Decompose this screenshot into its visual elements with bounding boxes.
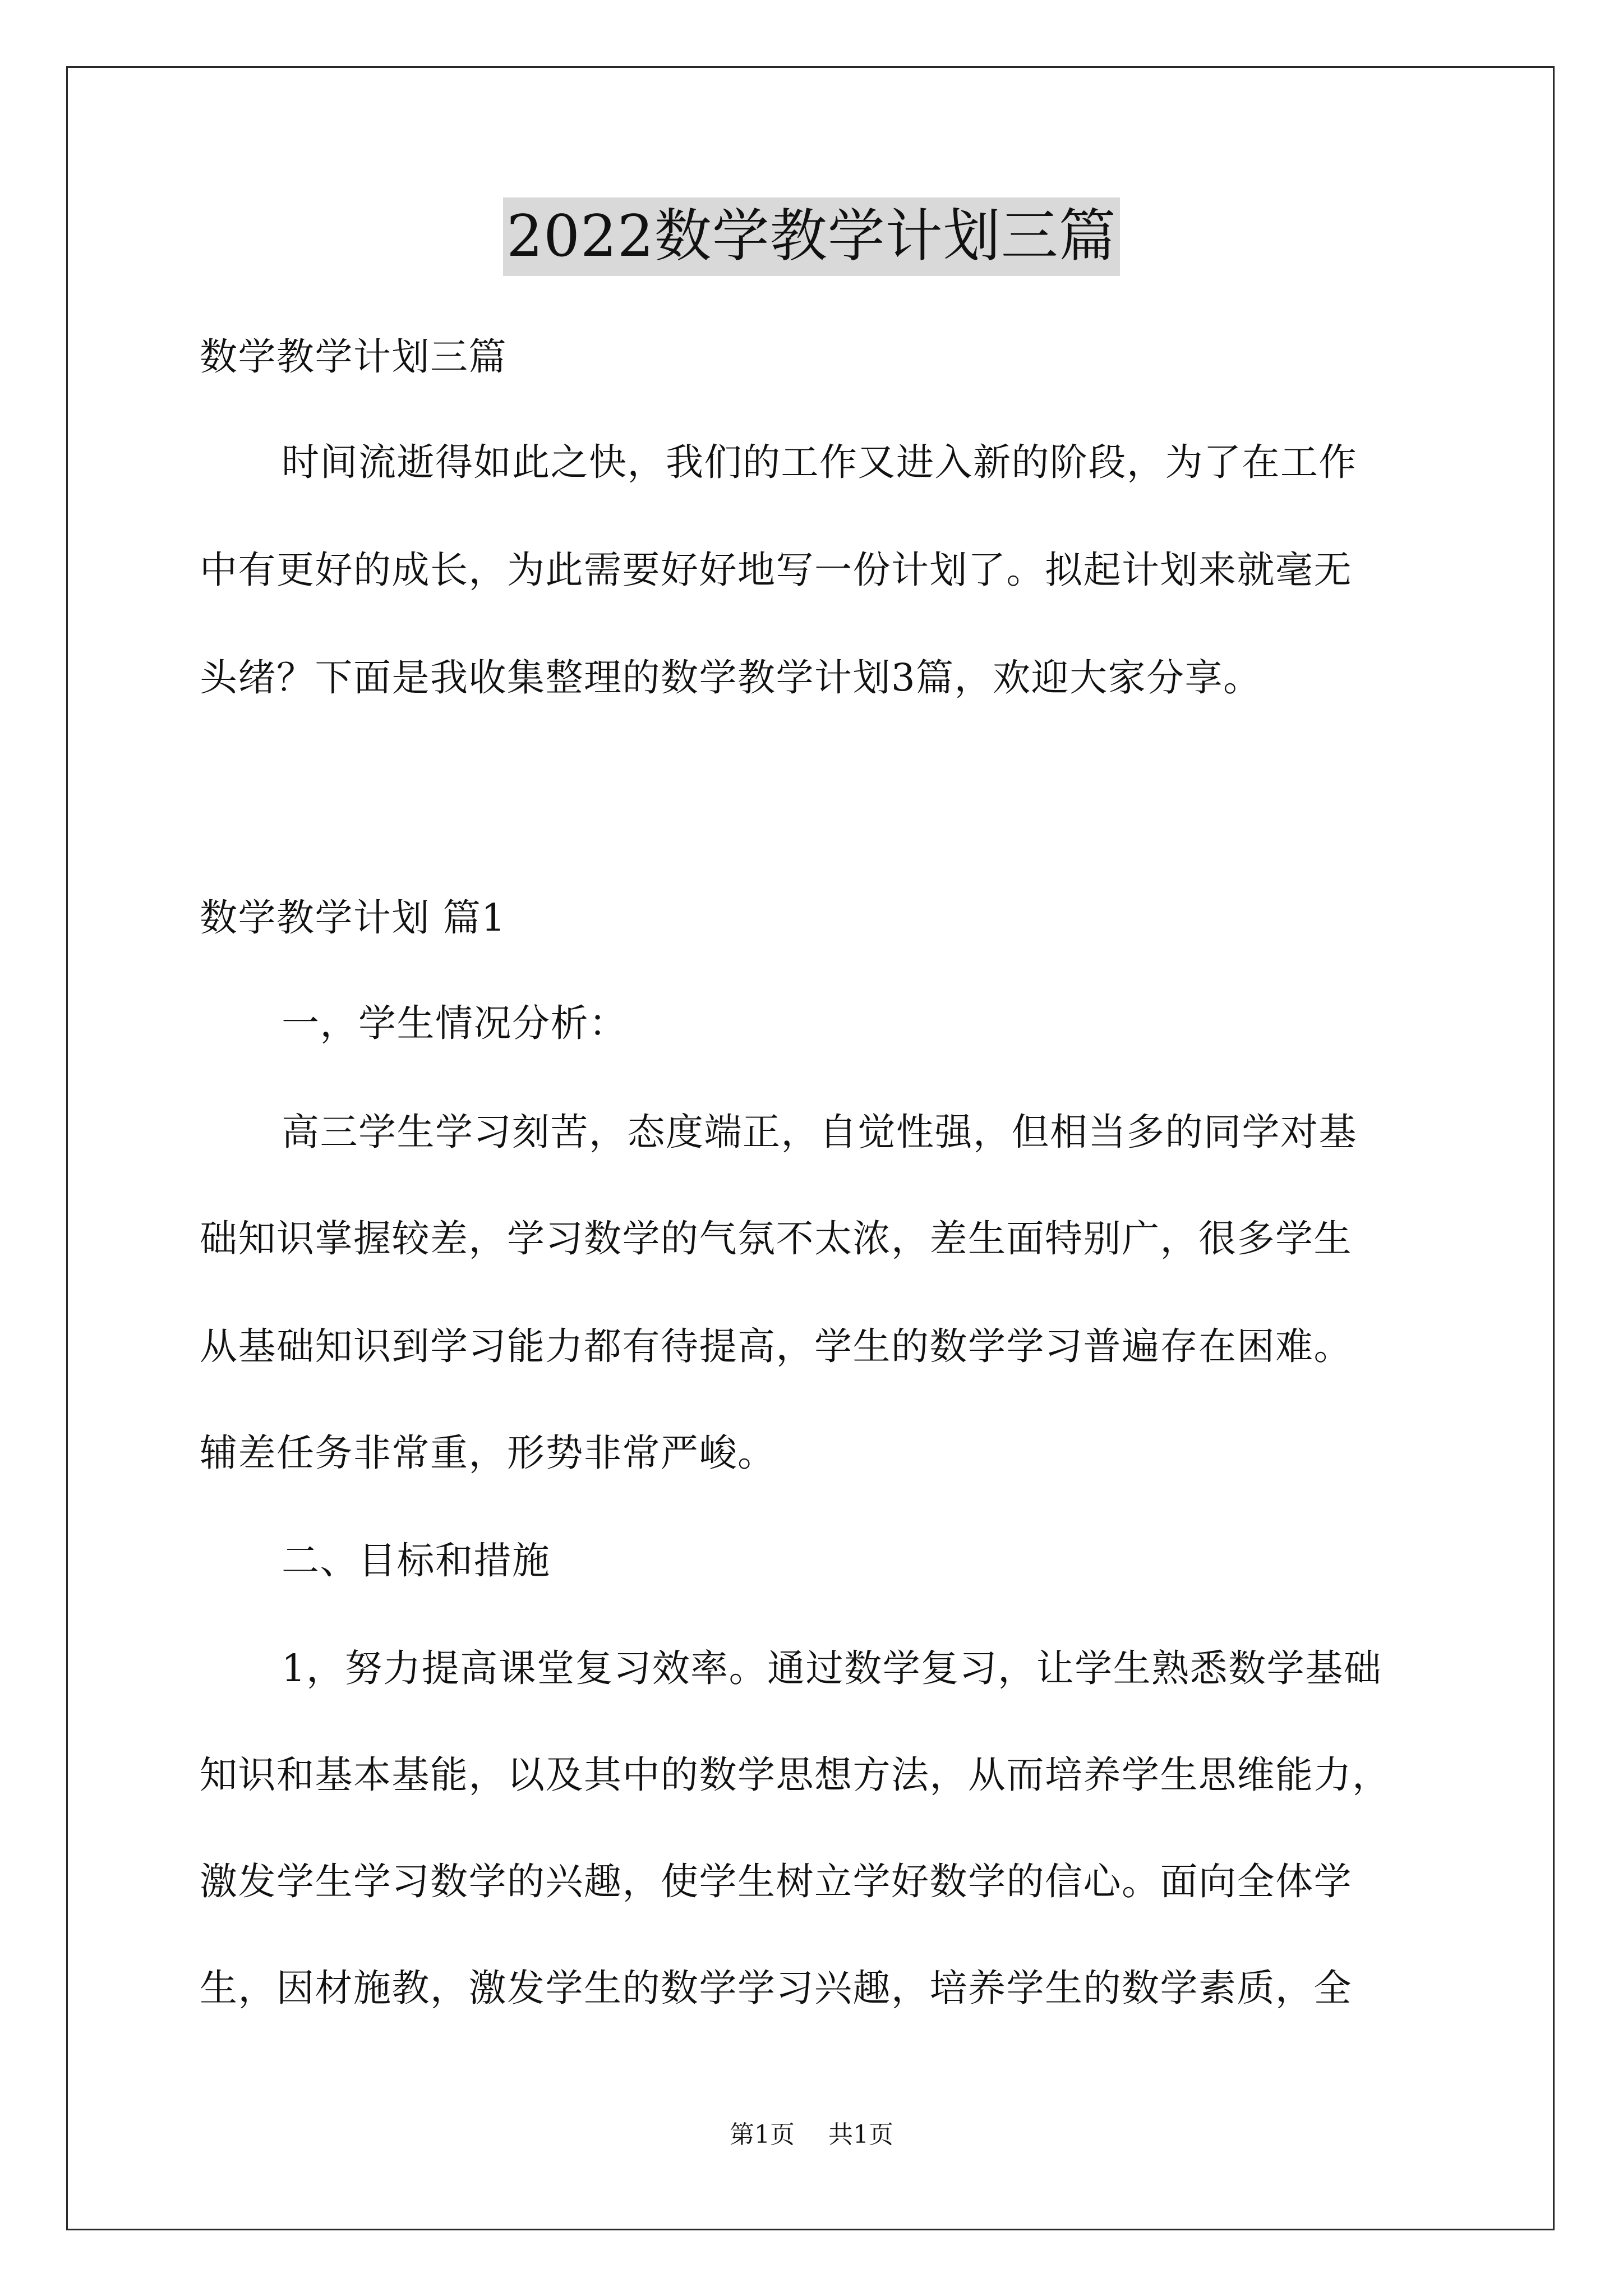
document-title (0, 197, 1623, 276)
part1-heading: 一，学生情况分析： (282, 1001, 628, 1045)
title-highlight: 2022数学教学计划三篇 (503, 197, 1120, 276)
item1-line-1: 1，努力提高课堂复习效率。通过数学复习，让学生熟悉数学基础 (282, 1646, 1382, 1690)
item1-line-4: 生，因材施教，激发学生的数学学习兴趣，培养学生的数学素质，全 (200, 1966, 1352, 2010)
part1-line-2: 础知识掌握较差，学习数学的气氛不太浓，差生面特别广，很多学生 (200, 1217, 1352, 1260)
page-number-current: 第1页 (730, 2120, 795, 2149)
part2-heading: 二、目标和措施 (282, 1539, 551, 1582)
intro-line-3: 头绪？下面是我收集整理的数学教学计划3篇，欢迎大家分享。 (200, 656, 1262, 700)
part1-line-1: 高三学生学习刻苦，态度端正，自觉性强，但相当多的同学对基 (282, 1110, 1357, 1154)
intro-line-2: 中有更好的成长，为此需要好好地写一份计划了。拟起计划来就毫无 (200, 548, 1352, 592)
section-heading: 数学教学计划 篇1 (200, 896, 506, 940)
part1-line-4: 辅差任务非常重，形势非常严峻。 (200, 1431, 776, 1475)
page-number-total: 共1页 (828, 2120, 893, 2149)
intro-line-1: 时间流逝得如此之快，我们的工作又进入新的阶段，为了在工作 (282, 440, 1357, 484)
item1-line-3: 激发学生学习数学的兴趣，使学生树立学好数学的信心。面向全体学 (200, 1860, 1352, 1903)
document-subtitle: 数学教学计划三篇 (200, 335, 507, 379)
page-footer (0, 2119, 1623, 2151)
item1-line-2: 知识和基本基能，以及其中的数学思想方法，从而培养学生思维能力， (200, 1753, 1391, 1797)
part1-line-3: 从基础知识到学习能力都有待提高，学生的数学学习普遍存在困难。 (200, 1324, 1352, 1368)
